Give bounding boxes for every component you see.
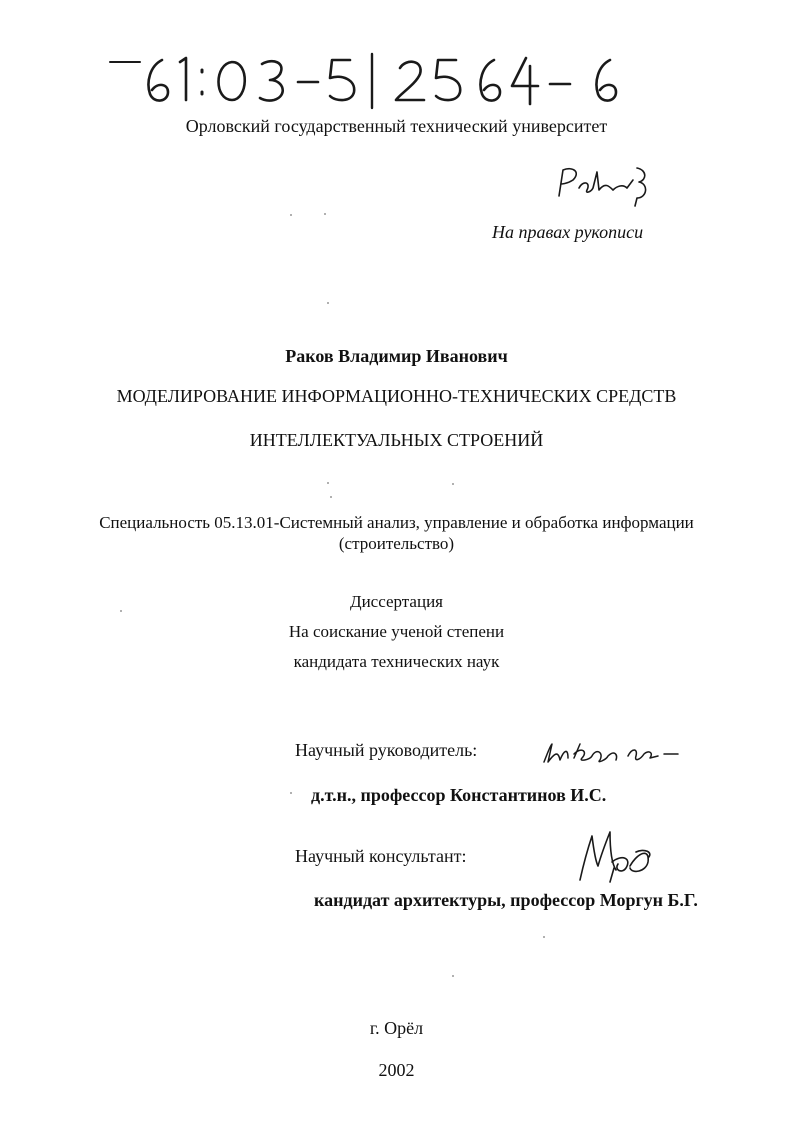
city: г. Орёл	[369, 1018, 424, 1038]
rights-note: На правах рукописи	[492, 222, 644, 242]
title-line-1: МОДЕЛИРОВАНИЕ ИНФОРМАЦИОННО-ТЕХНИЧЕСКИХ СРЕДСТВ	[116, 386, 677, 406]
supervisor-signature	[538, 738, 688, 768]
author-signature	[553, 162, 653, 206]
supervisor-label: Научный руководитель:	[295, 740, 478, 760]
consultant-label: Научный консультант:	[295, 846, 467, 866]
title-line-2: ИНТЕЛЛЕКТУАЛЬНЫХ СТРОЕНИЙ	[249, 430, 544, 450]
specialty-line-2: (строительство)	[338, 534, 455, 553]
specialty-line-1: Специальность 05.13.01-Системный анализ, управление и обработка информации	[99, 513, 694, 532]
degree-line-1: На соискание ученой степени	[288, 622, 505, 641]
degree-line-2: кандидата технических наук	[293, 652, 500, 671]
university-name: Орловский государственный технический университет	[185, 116, 608, 136]
supervisor-name: д.т.н., профессор Константинов И.С.	[311, 785, 607, 805]
year: 2002	[378, 1060, 415, 1080]
handwritten-archive-number	[110, 52, 670, 112]
consultant-signature	[570, 822, 660, 892]
work-type: Диссертация	[349, 592, 443, 611]
author-name: Раков Владимир Иванович	[285, 346, 508, 366]
consultant-name: кандидат архитектуры, профессор Моргун Б.Г.	[314, 890, 698, 910]
